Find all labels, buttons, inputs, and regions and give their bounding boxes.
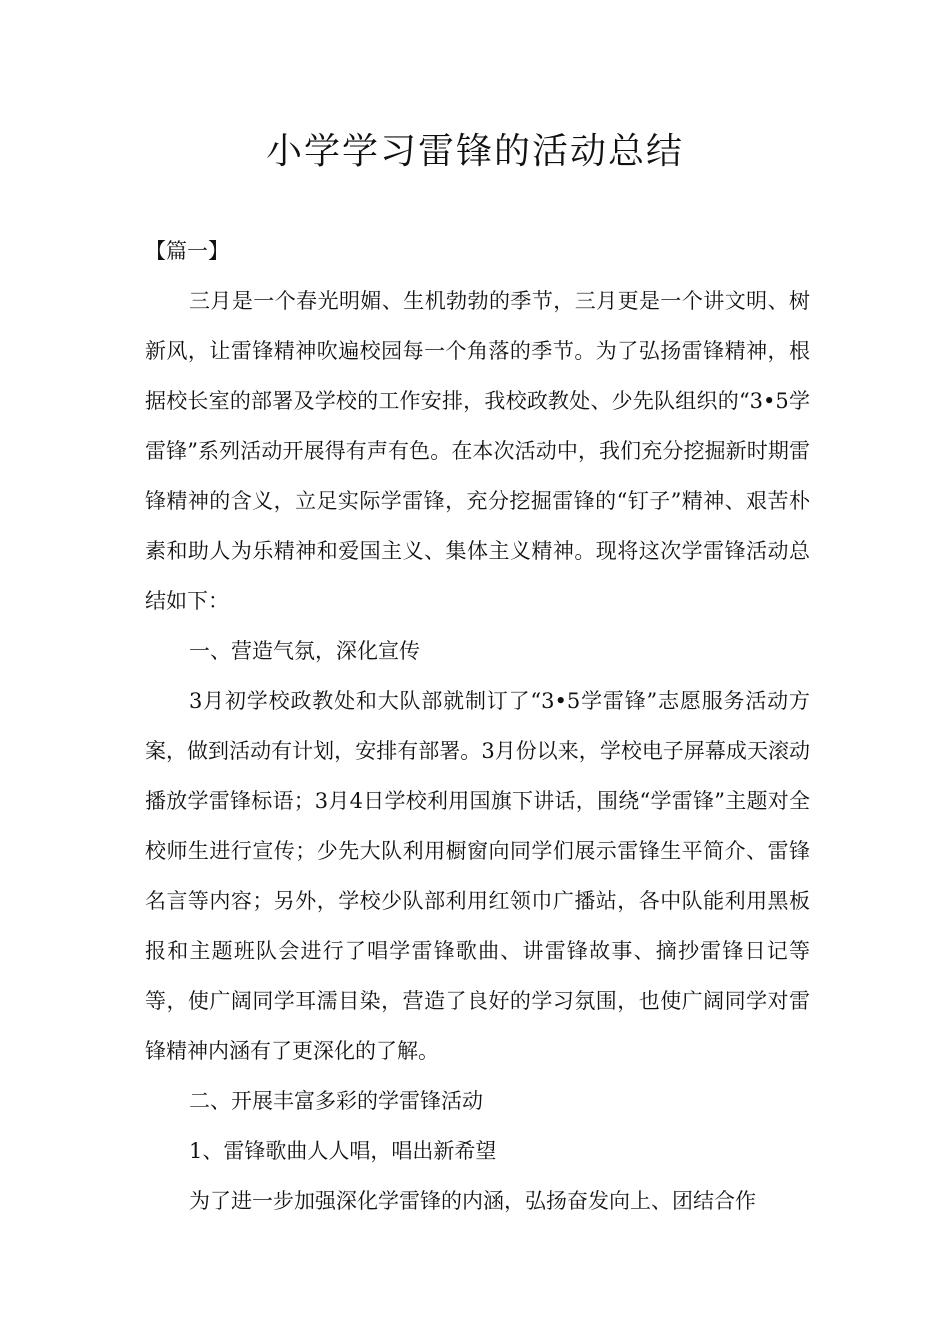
- subheading-2-1: 1、雷锋歌曲人人唱，唱出新希望: [189, 1139, 497, 1163]
- heading-section-1: 一、营造气氛，深化宣传: [189, 639, 420, 663]
- heading-section-2: 二、开展丰富多彩的学雷锋活动: [189, 1089, 483, 1113]
- section-label: 【篇一】: [145, 239, 229, 263]
- paragraph-section-2-1: 为了进一步加强深化学雷锋的内涵，弘扬奋发向上、团结合作: [189, 1189, 756, 1213]
- document-title: 小学学习雷锋的活动总结: [265, 131, 684, 172]
- document-body: [145, 226, 810, 1226]
- paragraph-intro: 三月是一个春光明媚、生机勃勃的季节，三月更是一个讲文明、树新风，让雷锋精神吹遍校园每一个角落的季节。为了弘扬雷锋精神，根据校长室的部署及学校的工作安排，我校政教处、少先队组织的“3•5学雷锋”系列活动开展得有声有色。在本次活动中，我们充分挖掘新时期雷锋精神的含义，立足实际学雷锋，充分挖掘雷锋的“钉子”精神、艰苦朴素和助人为乐精神和爱国主义、集体主义精神。现将这次学雷锋活动总结如下：: [145, 289, 810, 613]
- paragraph-section-1: 3月初学校政教处和大队部就制订了“3•5学雷锋”志愿服务活动方案，做到活动有计划，安排有部署。3月份以来，学校电子屏幕成天滚动播放学雷锋标语；3月4日学校利用国旗下讲话，围绕“学雷锋”主题对全校师生进行宣传；少先大队利用橱窗向同学们展示雷锋生平简介、雷锋名言等内容；另外，学校少队部利用红领巾广播站，各中队能利用黑板报和主题班队会进行了唱学雷锋歌曲、讲雷锋故事、摘抄雷锋日记等等，使广阔同学耳濡目染，营造了良好的学习氛围，也使广阔同学对雷锋精神内涵有了更深化的了解。: [145, 689, 810, 1063]
